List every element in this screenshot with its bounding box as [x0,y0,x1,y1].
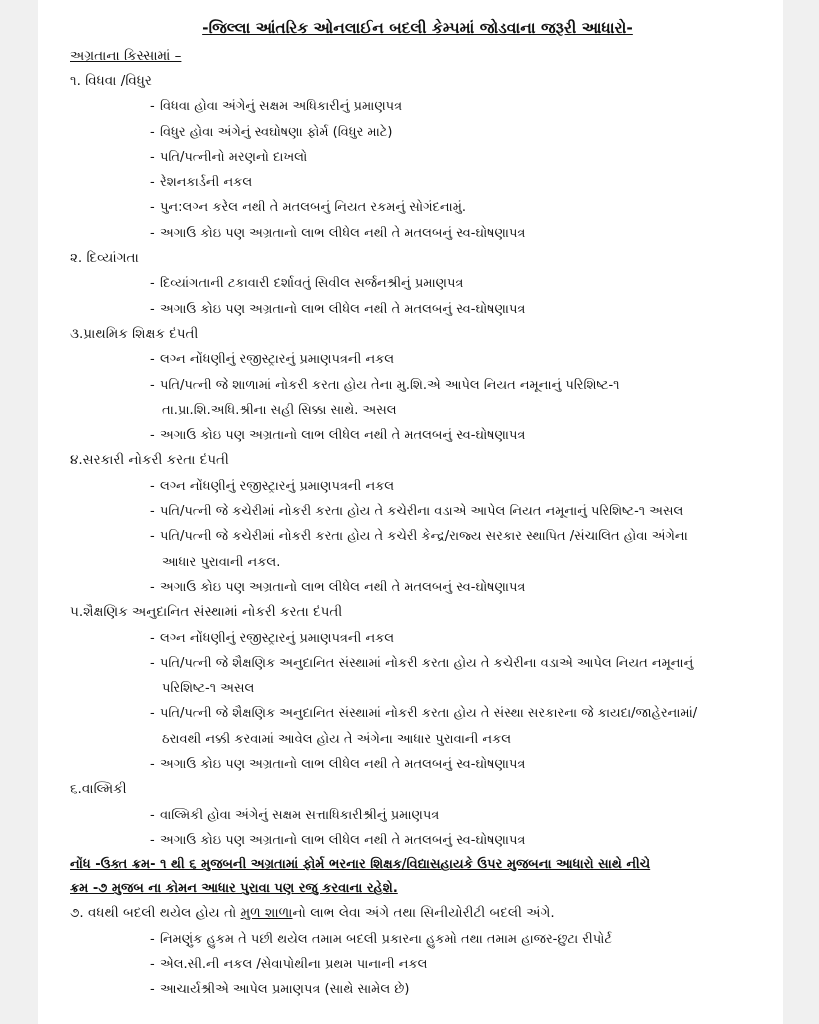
section-1-item-1 [70,94,765,119]
section-6-item-2 [70,828,765,853]
section-5-item-1 [70,626,765,651]
bullet-dash: - [150,428,155,444]
item-text-continued: પરિશિષ્ટ-૧ અસલ [162,681,255,697]
item-text: અગાઉ કોઇ પણ અગ્રતાનો લાભ લીધેલ નથી તે મતલબનું સ્વ-ઘોષણાપત્ર [160,225,526,241]
section-2-item-2 [70,297,765,322]
document-page [38,0,783,1024]
bullet-dash: - [150,504,155,520]
bullet-dash: - [150,655,155,671]
item-text: પતિ/પત્ની જે કચેરીમાં નોકરી કરતા હોય તે કચેરીના વડાએ આપેલ નિયત નમૂનાનું પરિશિષ્ટ-૧ અસલ [160,504,684,520]
section-7-heading-end: નો લાભ લેવા અંગે તથા સિનીયોરીટી બદલી અંગે. [292,905,555,922]
item-text: આચાર્યશ્રીએ આપેલ પ્રમાણપત્ર (સાથે સામેલ છે) [160,982,410,998]
section-1-item-3 [70,145,765,170]
section-7-item-1 [70,927,765,952]
section-3-item-2 [70,373,765,424]
section-5-item-3 [70,701,765,752]
section-3-item-3 [70,423,765,448]
section-7-item-3 [70,977,765,1002]
section-4-item-1 [70,474,765,499]
item-text: અગાઉ કોઇ પણ અગ્રતાનો લાભ લીધેલ નથી તે મતલબનું સ્વ-ઘોષણાપત્ર [160,428,526,444]
bullet-dash: - [150,832,155,848]
bullet-dash: - [150,807,155,823]
bullet-dash: - [150,225,155,241]
item-text: પતિ/પત્નીનો મરણનો દાખલો [160,149,308,165]
section-5-item-2 [70,651,765,702]
item-text: પતિ/પત્ની જે શૈક્ષણિક અનુદાનિત સંસ્થામાં નોકરી કરતા હોય તે સંસ્થા સરકારના જે કાયદા/જાહેરનામાં/ [160,706,698,722]
bullet-dash: - [150,124,155,140]
section-heading-1: ૧. વિધવા /વિધુર [70,73,152,89]
section-2-item-1 [70,271,765,296]
bullet-dash: - [150,478,155,494]
bullet-dash: - [150,200,155,216]
item-text: નિમણુંક હુકમ તે પછી થયેલ તમામ બદલી પ્રકારના હુકમો તથા તમામ હાજર-છુટા રીપોર્ટ [160,931,612,947]
section-5-item-4 [70,752,765,777]
item-text: અગાઉ કોઇ પણ અગ્રતાનો લાભ લીધેલ નથી તે મતલબનું સ્વ-ઘોષણાપત્ર [160,579,526,595]
section-1-item-6 [70,221,765,246]
item-text: વિધવા હોવા અંગેનું સક્ષમ અધિકારીનું પ્રમાણપત્ર [160,99,403,115]
section-7-items [70,927,765,1003]
section-7-item-2 [70,952,765,977]
bullet-dash: - [150,630,155,646]
bullet-dash: - [150,276,155,292]
item-text-continued: તા.પ્રા.શિ.અધિ.શ્રીના સહી સિક્કા સાથે. અસલ [162,402,397,418]
section-1-item-5 [70,195,765,220]
priority-heading: અગ્રતાના કિસ્સામાં – [70,48,182,64]
item-text-continued: ઠરાવથી નક્કી કરવામાં આવેલ હોય તે અંગેના આધાર પુરાવાની નકલ [162,731,512,747]
item-text: દિવ્યાંગતાની ટકાવારી દર્શાવતું સિવીલ સર્જનશ્રીનું પ્રમાણપત્ર [160,276,464,292]
document-title: -જિલ્લા આંતરિક ઓનલાઈન બદલી કેમ્પમાં જોડવાના જરૂરી આધારો- [202,19,633,37]
bullet-dash: - [150,149,155,165]
item-text: રેશનકાર્ડની નકલ [160,175,253,191]
item-text: અગાઉ કોઇ પણ અગ્રતાનો લાભ લીધેલ નથી તે મતલબનું સ્વ-ઘોષણાપત્ર [160,757,526,773]
bullet-dash: - [150,931,155,947]
section-heading-5: ૫.શૈક્ષણિક અનુદાનિત સંસ્થામાં નોકરી કરતા દંપતી [70,604,343,621]
note-line-2: ક્રમ -૭ મુજબ ના કોમન આધાર પુરાવા પણ રજુ કરવાના રહેશે. [70,881,398,897]
bullet-dash: - [150,706,155,722]
section-heading-4: ૪.સરકારી નોકરી કરતા દંપતી [70,452,229,469]
bullet-dash: - [150,352,155,368]
bullet-dash: - [150,377,155,393]
bullet-dash: - [150,757,155,773]
bullet-dash: - [150,579,155,595]
item-text: અગાઉ કોઇ પણ અગ્રતાનો લાભ લીધેલ નથી તે મતલબનું સ્વ-ઘોષણાપત્ર [160,832,526,848]
section-7-heading [70,901,765,926]
note-line-1: નોંધ -ઉક્ત ક્રમ- ૧ થી ૬ મુજબની અગ્રતામાં ફોર્મ ભરનાર શિક્ષક/વિદ્યાસહાયકે ઉપર મુજબના આધારો સાથે નીચે [70,857,651,873]
item-text: એલ.સી.ની નકલ /સેવાપોથીના પ્રથમ પાનાની નકલ [160,956,428,972]
item-text-continued: આધાર પુરાવાની નકલ. [162,554,281,570]
section-7-heading-start: ૭. વધથી બદલી થયેલ હોય તો [70,905,241,922]
section-1-item-4 [70,170,765,195]
item-text: પતિ/પત્ની જે શૈક્ષણિક અનુદાનિત સંસ્થામાં નોકરી કરતા હોય તે કચેરીના વડાએ આપેલ નિયત નમૂનાનું [160,655,694,671]
bullet-dash: - [150,982,155,998]
section-heading-6: ૬.વાલ્મિકી [70,781,127,798]
item-text: વિધુર હોવા અંગેનું સ્વઘોષણા ફોર્મ (વિધુર માટે) [160,124,393,140]
bullet-dash: - [150,956,155,972]
item-text: પતિ/પત્ની જે કચેરીમાં નોકરી કરતા હોય તે કચેરી કેન્દ્ર/રાજ્ય સરકાર સ્થાપિત /સંચાલિત હોવા અંગેના [160,529,688,545]
section-4-item-2 [70,499,765,524]
section-heading-3: ૩.પ્રાથમિક શિક્ષક દંપતી [70,325,199,342]
section-1-item-2 [70,120,765,145]
item-text: અગાઉ કોઇ પણ અગ્રતાનો લાભ લીધેલ નથી તે મતલબનું સ્વ-ઘોષણાપત્ર [160,301,526,317]
section-heading-2: ૨. દિવ્યાંગતા [70,250,139,267]
item-text: લગ્ન નોંધણીનું રજીસ્ટ્રારનું પ્રમાણપત્રની નકલ [160,352,395,368]
bullet-dash: - [150,99,155,115]
item-text: પતિ/પત્ની જે શાળામાં નોકરી કરતા હોય તેના મુ.શિ.એ આપેલ નિયત નમૂનાનું પરિશિષ્ટ-૧ [160,377,620,393]
item-text: પુન:લગ્ન કરેલ નથી તે મતલબનું નિયત રકમનું સોગંદનામું. [160,200,467,216]
sections-container [70,69,765,853]
bullet-dash: - [150,301,155,317]
bullet-dash: - [150,529,155,545]
item-text: લગ્ન નોંધણીનું રજીસ્ટ્રારનું પ્રમાણપત્રની નકલ [160,630,395,646]
section-3-item-1 [70,347,765,372]
item-text: વાલ્મિકી હોવા અંગેનું સક્ષમ સત્તાધિકારીશ્રીનું પ્રમાણપત્ર [160,807,440,823]
section-4-item-3 [70,524,765,575]
item-text: લગ્ન નોંધણીનું રજીસ્ટ્રારનું પ્રમાણપત્રની નકલ [160,478,395,494]
bullet-dash: - [150,175,155,191]
section-6-item-1 [70,803,765,828]
section-4-item-4 [70,575,765,600]
section-7-heading-underlined: મુળ શાળા [240,905,293,922]
